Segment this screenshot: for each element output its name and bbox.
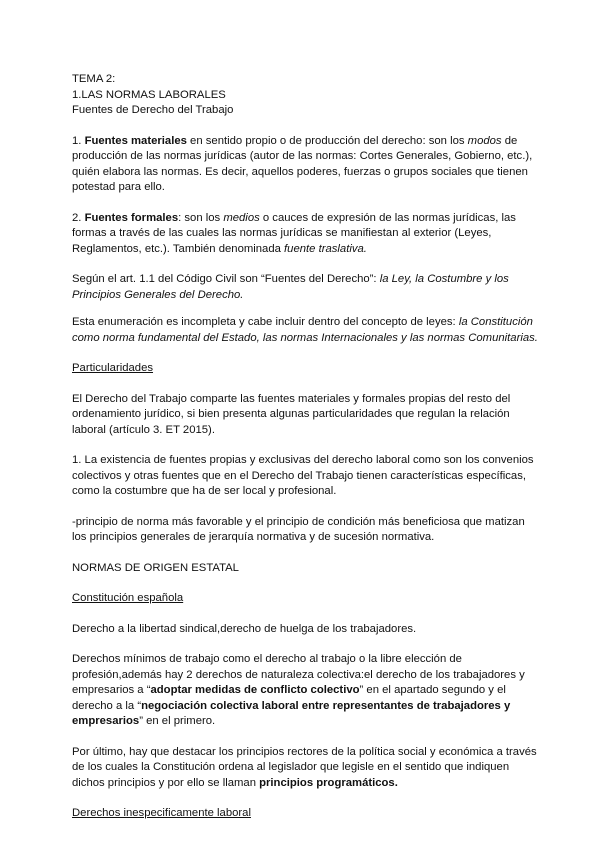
paragraph-fuentes-materiales: 1. Fuentes materiales en sentido propio o de producción del derecho: son los modos de producción de las normas jurídicas (autor de las normas: Cortes Generales, Gobierno, etc.), quién elabora las normas. Es decir, aquellos poderes, fuerzas o grupos sociales que tienen potestad para ello.	[72, 134, 533, 193]
tema-heading: TEMA 2:	[72, 73, 116, 85]
paragraph-libertad-sindical: Derecho a la libertad sindical,derecho de huelga de los trabajadores.	[72, 622, 417, 635]
paragraph-codigo-civil: Según el art. 1.1 del Código Civil son “Fuentes del Derecho”: la Ley, la Costumbre y los Principios Generales del Derecho.	[72, 273, 509, 301]
paragraph-principio-norma: -principio de norma más favorable y el principio de condición más beneficiosa que matizan los principios generales de jerarquía normativa y de sucesión normativa.	[72, 515, 525, 543]
heading-normas-origen-estatal: NORMAS DE ORIGEN ESTATAL	[72, 561, 239, 574]
paragraph-derechos-minimos: Derechos mínimos de trabajo como el derecho al trabajo o la libre elección de profesión,además hay 2 derechos de naturaleza colectiva:el derecho de los trabajadores y empresarios a “adoptar medidas de conflicto colectivo” en el apartado segundo y el derecho a la “negociación colectiva laboral entre representantes de trabajadores y empresarios” en el primero.	[72, 653, 525, 727]
document-title: 1.LAS NORMAS LABORALES	[72, 88, 226, 101]
document-subtitle: Fuentes de Derecho del Trabajo	[72, 104, 234, 116]
paragraph-enumeracion: Esta enumeración es incompleta y cabe incluir dentro del concepto de leyes: la Constitución como norma fundamental del Estado, las normas Internacionales y las normas Comunitarias.	[72, 316, 538, 344]
paragraph-principios-rectores: Por último, hay que destacar los principios rectores de la política social y económica a través de los cuales la Constitución ordena al legislador que legisle en el sentido que indiquen dichos principios y por ello se llaman principios programáticos.	[72, 745, 537, 789]
heading-constitucion: Constitución española	[72, 592, 184, 604]
heading-particularidades: Particularidades	[72, 362, 154, 374]
heading-derechos-inespecificos: Derechos inespecificamente laboral	[72, 807, 251, 819]
paragraph-fuentes-propias: 1. La existencia de fuentes propias y exclusivas del derecho laboral como son los convenios colectivos y otras fuentes que en el Derecho del Trabajo tienen características específicas, como la costumbre que ha de ser local y profesional.	[72, 454, 534, 497]
paragraph-fuentes-formales: 2. Fuentes formales: son los medios o cauces de expresión de las normas jurídicas, las formas a través de las cuales las normas jurídicas se manifiestan al exterior (Leyes, Reglamentos, etc.). También denominada fuente traslativa.	[72, 211, 516, 255]
paragraph-derecho-trabajo: El Derecho del Trabajo comparte las fuentes materiales y formales propias del resto del ordenamiento jurídico, si bien presenta algunas particularidades que regulan la relación laboral (artículo 3. ET 2015).	[72, 392, 511, 436]
